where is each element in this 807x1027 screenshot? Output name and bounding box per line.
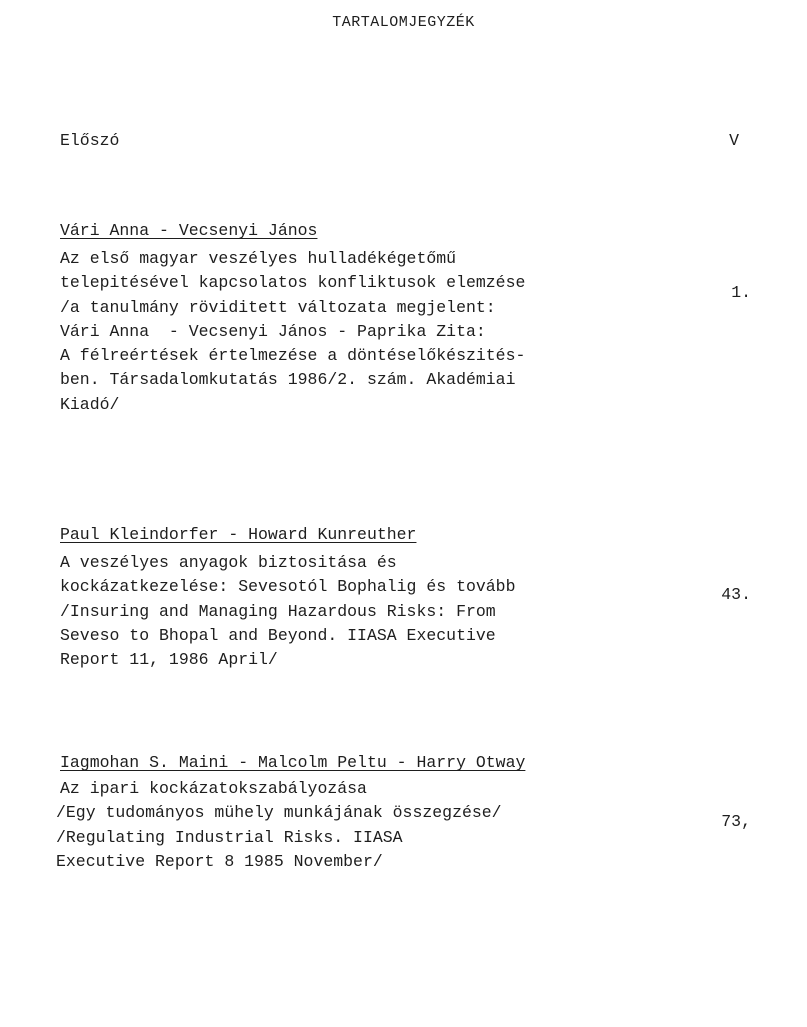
entry-3-line: /Regulating Industrial Risks. IIASA (56, 827, 403, 847)
entry-3-line: /Egy tudományos mühely munkájának összegzése/ (56, 803, 502, 823)
entry-1-line: /a tanulmány röviditett változata megjelent: (60, 297, 496, 317)
entry-2-line: /Insuring and Managing Hazardous Risks: From (60, 601, 496, 621)
entry-3-authors: Iagmohan S. Maini - Malcolm Peltu - Harry Otway (60, 753, 526, 772)
entry-1-line: Vári Anna - Vecsenyi János - Paprika Zita: (60, 321, 486, 341)
page-title: TARTALOMJEGYZÉK (332, 14, 475, 31)
preface-page-number: V (729, 131, 739, 150)
entry-1-description (60, 247, 525, 417)
entry-3-line: Executive Report 8 1985 November/ (56, 851, 383, 871)
entry-2-page-number: 43. (721, 585, 751, 604)
entry-3-line: Az ipari kockázatokszabályozása (60, 779, 367, 798)
entry-1-line: ben. Társadalomkutatás 1986/2. szám. Akadémiai (60, 370, 516, 390)
entry-1-line: Kiadó/ (60, 394, 120, 414)
entry-2-line: Report 11, 1986 April/ (60, 650, 278, 670)
entry-1-line: telepitésével kapcsolatos konfliktusok elemzése (60, 273, 526, 293)
preface-label: Előszó (60, 131, 120, 150)
entry-2-line: Seveso to Bhopal and Beyond. IIASA Executive (60, 625, 496, 645)
entry-2-description (60, 551, 515, 672)
entry-1-line: Az első magyar veszélyes hulladékégetőmű (60, 249, 457, 268)
entry-3-page-number: 73, (721, 812, 751, 831)
entry-2-line: A veszélyes anyagok biztositása és (60, 553, 397, 572)
entry-1-line: A félreértések értelmezése a döntéselőkészités- (60, 346, 526, 366)
entry-1-authors: Vári Anna - Vecsenyi János (60, 221, 318, 240)
entry-1-page-number: 1. (731, 283, 751, 302)
entry-2-line: kockázatkezelése: Sevesotól Bophalig és tovább (60, 577, 516, 597)
entry-2-authors: Paul Kleindorfer - Howard Kunreuther (60, 525, 417, 544)
entry-3-description (56, 777, 502, 874)
